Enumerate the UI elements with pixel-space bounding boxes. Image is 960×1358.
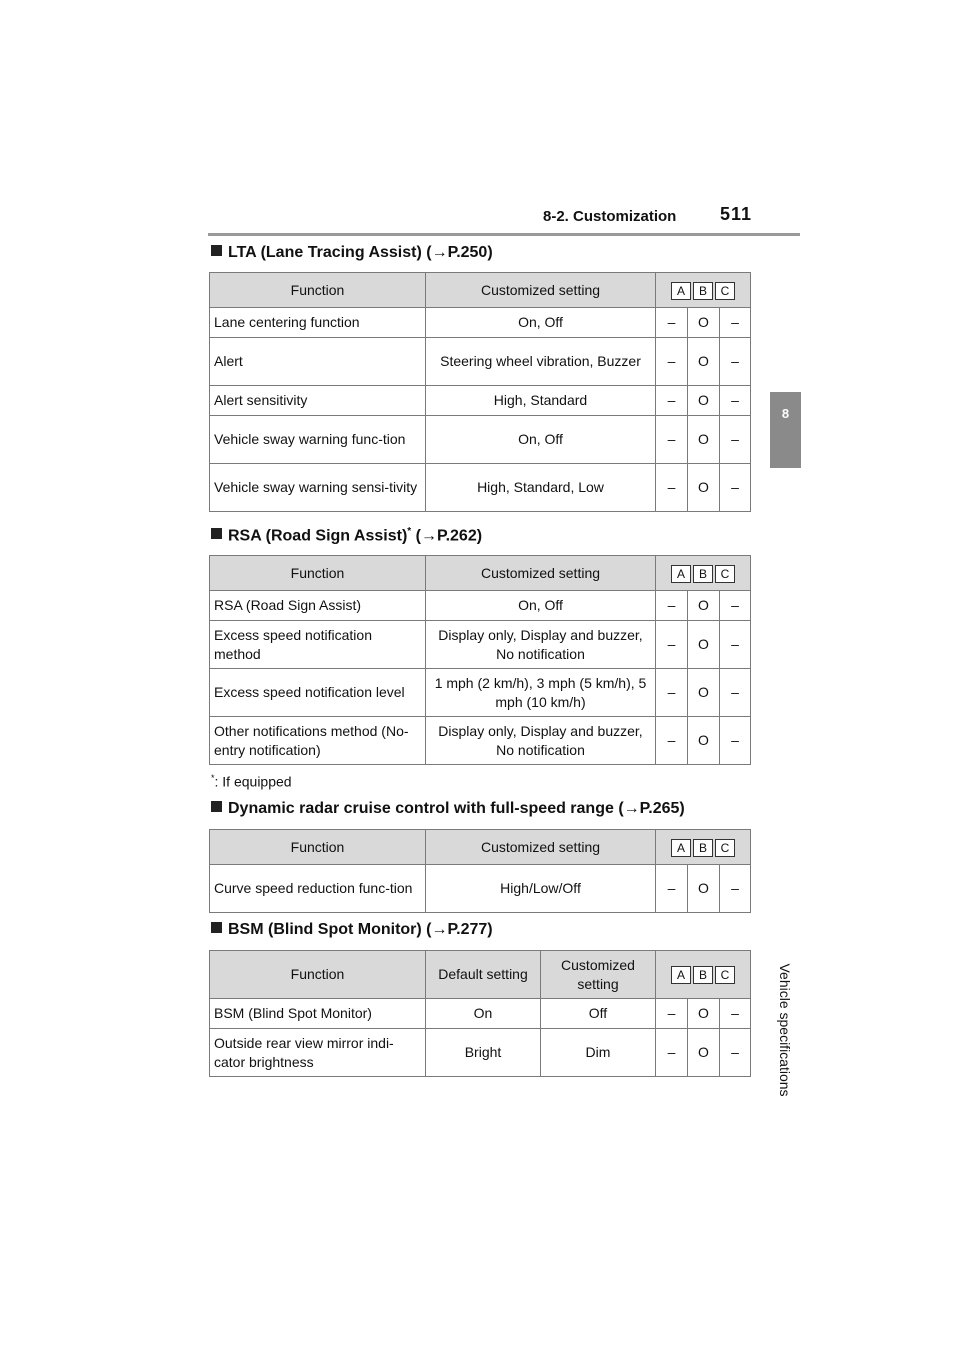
table-cell: High, Standard — [426, 386, 656, 416]
box-a: A — [671, 966, 691, 984]
table-cell: High, Standard, Low — [426, 464, 656, 512]
table-cell: High/Low/Off — [426, 865, 656, 913]
table-cell: – — [720, 669, 751, 717]
arrow-right-icon: → — [431, 244, 448, 261]
table-cell: – — [656, 621, 688, 669]
table-cell: – — [720, 464, 751, 512]
table-header-row — [210, 273, 751, 308]
box-c: C — [715, 565, 735, 583]
table-cell: Vehicle sway warning func-tion — [210, 416, 426, 464]
table-cell: Display only, Display and buzzer, No notification — [426, 621, 656, 669]
chapter-label: Vehicle specifications — [777, 963, 793, 1097]
chapter-tab — [770, 392, 801, 468]
table-cell: – — [720, 717, 751, 765]
table-cell: – — [656, 464, 688, 512]
table-cell: On, Off — [426, 416, 656, 464]
table-row — [210, 338, 751, 386]
table-row — [210, 464, 751, 512]
table-cell: Alert sensitivity — [210, 386, 426, 416]
table-cell: – — [720, 865, 751, 913]
table-cell: On, Off — [426, 308, 656, 338]
table-cell: O — [688, 308, 720, 338]
box-c: C — [715, 966, 735, 984]
column-header: Function — [210, 830, 426, 865]
table-row — [210, 1029, 751, 1077]
abc-header — [656, 556, 751, 591]
table-cell: – — [720, 621, 751, 669]
drcc-table — [209, 829, 751, 913]
table-cell: – — [656, 308, 688, 338]
table-cell: O — [688, 669, 720, 717]
table-cell: – — [656, 999, 688, 1029]
table-row — [210, 416, 751, 464]
square-bullet-icon — [211, 922, 222, 933]
arrow-right-icon: → — [420, 527, 437, 545]
table-cell: – — [656, 386, 688, 416]
bsm-table — [209, 950, 751, 1077]
text-fragment: : If equipped — [214, 773, 292, 790]
text-fragment: P.262) — [436, 527, 483, 545]
text-fragment: ( — [411, 527, 421, 545]
text-fragment: P.277) — [447, 921, 493, 938]
table-row — [210, 386, 751, 416]
column-header: Customized setting — [541, 951, 656, 999]
table-cell: – — [720, 308, 751, 338]
table-cell: O — [688, 717, 720, 765]
table-cell: Dim — [541, 1029, 656, 1077]
box-a: A — [671, 565, 691, 583]
rsa-table — [209, 555, 751, 765]
footnote — [211, 773, 292, 790]
table-cell: O — [688, 338, 720, 386]
arrow-right-icon: → — [431, 921, 448, 938]
table-row — [210, 669, 751, 717]
column-header: Customized setting — [426, 273, 656, 308]
page-number: 511 — [720, 204, 753, 224]
table-cell: O — [688, 1029, 720, 1077]
column-header: Function — [210, 951, 426, 999]
text-fragment: * — [211, 773, 215, 783]
square-bullet-icon — [211, 245, 222, 256]
lta-table — [209, 272, 751, 512]
box-c: C — [715, 839, 735, 857]
text-fragment: BSM (Blind Spot Monitor) ( — [228, 921, 432, 938]
table-cell: Lane centering function — [210, 308, 426, 338]
table-cell: – — [656, 338, 688, 386]
arrow-right-icon: → — [623, 800, 640, 817]
table-header-row — [210, 830, 751, 865]
table-row — [210, 717, 751, 765]
table-cell: – — [656, 717, 688, 765]
square-bullet-icon — [211, 528, 222, 539]
table-cell: – — [656, 669, 688, 717]
lta-section-title — [211, 244, 493, 262]
table-cell: Display only, Display and buzzer, No notification — [426, 717, 656, 765]
table-cell: Outside rear view mirror indi-cator brightness — [210, 1029, 426, 1077]
table-cell: Vehicle sway warning sensi-tivity — [210, 464, 426, 512]
text-fragment: P.250) — [447, 244, 493, 261]
table-cell: RSA (Road Sign Assist) — [210, 591, 426, 621]
table-row — [210, 591, 751, 621]
table-cell: Curve speed reduction func-tion — [210, 865, 426, 913]
table-cell: Bright — [426, 1029, 541, 1077]
text-fragment: Dynamic radar cruise control with full-speed range ( — [228, 800, 624, 817]
table-cell: – — [656, 416, 688, 464]
table-cell: Alert — [210, 338, 426, 386]
box-b: B — [693, 966, 713, 984]
text-fragment: LTA (Lane Tracing Assist) ( — [228, 244, 432, 261]
table-cell: O — [688, 999, 720, 1029]
table-cell: – — [656, 1029, 688, 1077]
header-divider — [208, 233, 800, 236]
table-cell: O — [688, 865, 720, 913]
section-header: 8-2. Customization — [543, 208, 677, 225]
bsm-section-title — [211, 921, 493, 939]
table-row — [210, 999, 751, 1029]
drcc-section-title — [211, 800, 685, 818]
column-header: Customized setting — [426, 830, 656, 865]
table-cell: O — [688, 416, 720, 464]
text-fragment: RSA (Road Sign Assist) — [228, 527, 408, 545]
table-cell: O — [688, 386, 720, 416]
square-bullet-icon — [211, 801, 222, 812]
table-cell: On, Off — [426, 591, 656, 621]
table-cell: O — [688, 464, 720, 512]
box-c: C — [715, 282, 735, 300]
abc-header — [656, 951, 751, 999]
table-cell: On — [426, 999, 541, 1029]
table-cell: – — [720, 416, 751, 464]
table-cell: Steering wheel vibration, Buzzer — [426, 338, 656, 386]
column-header: Default setting — [426, 951, 541, 999]
table-cell: – — [656, 591, 688, 621]
table-header-row — [210, 951, 751, 999]
table-cell: – — [720, 591, 751, 621]
table-row — [210, 308, 751, 338]
table-cell: BSM (Blind Spot Monitor) — [210, 999, 426, 1029]
table-cell: Excess speed notification level — [210, 669, 426, 717]
abc-header — [656, 273, 751, 308]
table-cell: – — [720, 999, 751, 1029]
box-a: A — [671, 282, 691, 300]
table-row — [210, 865, 751, 913]
chapter-number: 8 — [781, 406, 790, 421]
box-b: B — [693, 565, 713, 583]
table-cell: O — [688, 591, 720, 621]
column-header: Function — [210, 273, 426, 308]
table-cell: Excess speed notification method — [210, 621, 426, 669]
column-header: Function — [210, 556, 426, 591]
box-b: B — [693, 839, 713, 857]
table-cell: 1 mph (2 km/h), 3 mph (5 km/h), 5 mph (10 km/h) — [426, 669, 656, 717]
table-cell: – — [720, 386, 751, 416]
table-cell: – — [720, 1029, 751, 1077]
table-cell: O — [688, 621, 720, 669]
text-fragment: * — [407, 526, 412, 537]
table-cell: Other notifications method (No-entry notification) — [210, 717, 426, 765]
table-cell: Off — [541, 999, 656, 1029]
table-cell: – — [656, 865, 688, 913]
abc-header — [656, 830, 751, 865]
table-header-row — [210, 556, 751, 591]
box-a: A — [671, 839, 691, 857]
box-b: B — [693, 282, 713, 300]
rsa-section-title — [211, 526, 482, 545]
table-cell: – — [720, 338, 751, 386]
text-fragment: P.265) — [639, 800, 685, 817]
table-row — [210, 621, 751, 669]
column-header: Customized setting — [426, 556, 656, 591]
